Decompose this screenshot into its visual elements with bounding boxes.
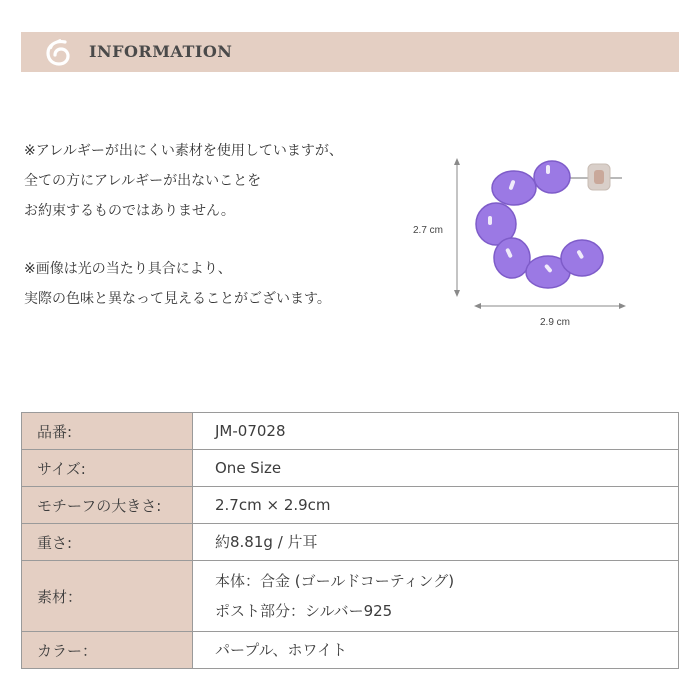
notice-line: 実際の色味と異なって見えることがございます。: [24, 291, 331, 307]
section-header: [21, 32, 679, 72]
spec-value: [193, 450, 679, 487]
height-label: 2.7 cm: [412, 225, 444, 236]
swirl-logo-icon: [43, 38, 73, 66]
spec-value-line: ポスト部分：シルバー925: [215, 602, 393, 620]
section-title: INFORMATION: [89, 42, 233, 61]
spec-value-line: パープル、ホワイト: [215, 641, 348, 659]
earring-post: [565, 164, 622, 190]
notice-line: ※アレルギーが出にくい素材を使用していますが、: [24, 143, 343, 159]
spec-label: モチーフの大きさ:: [22, 487, 193, 524]
spec-value: [193, 632, 679, 669]
spec-value-line: 約8.81g / 片耳: [215, 533, 318, 551]
spec-value: [193, 487, 679, 524]
spec-value: [193, 561, 679, 632]
earring-dimension-figure: [400, 150, 640, 340]
table-row: [22, 450, 679, 487]
spec-label: 重さ:: [22, 524, 193, 561]
notice-line: お約束するものではありません。: [24, 203, 235, 219]
width-dimension: [474, 303, 626, 309]
notice-line: ※画像は光の当たり具合により、: [24, 261, 232, 277]
earring-hoop: [476, 161, 603, 288]
height-dimension: [454, 158, 460, 297]
spec-value-line: 2.7cm × 2.9cm: [215, 496, 331, 514]
notice-line: 全ての方にアレルギーが出ないことを: [24, 173, 262, 189]
spec-value: [193, 524, 679, 561]
table-row: [22, 413, 679, 450]
spec-value: [193, 413, 679, 450]
spec-value-line: 本体：合金 (ゴールドコーティング): [215, 572, 455, 590]
spec-label: 品番:: [22, 413, 193, 450]
spec-label: 素材：: [22, 561, 193, 632]
notice-text: [24, 136, 343, 314]
spec-value-line: JM-07028: [215, 422, 286, 440]
spec-label: サイズ:: [22, 450, 193, 487]
spec-table: [21, 412, 679, 669]
table-row: [22, 561, 679, 632]
table-row: [22, 487, 679, 524]
spec-label: カラー：: [22, 632, 193, 669]
table-row: [22, 632, 679, 669]
spec-value-line: One Size: [215, 459, 282, 477]
table-row: [22, 524, 679, 561]
width-label: 2.9 cm: [539, 317, 571, 328]
